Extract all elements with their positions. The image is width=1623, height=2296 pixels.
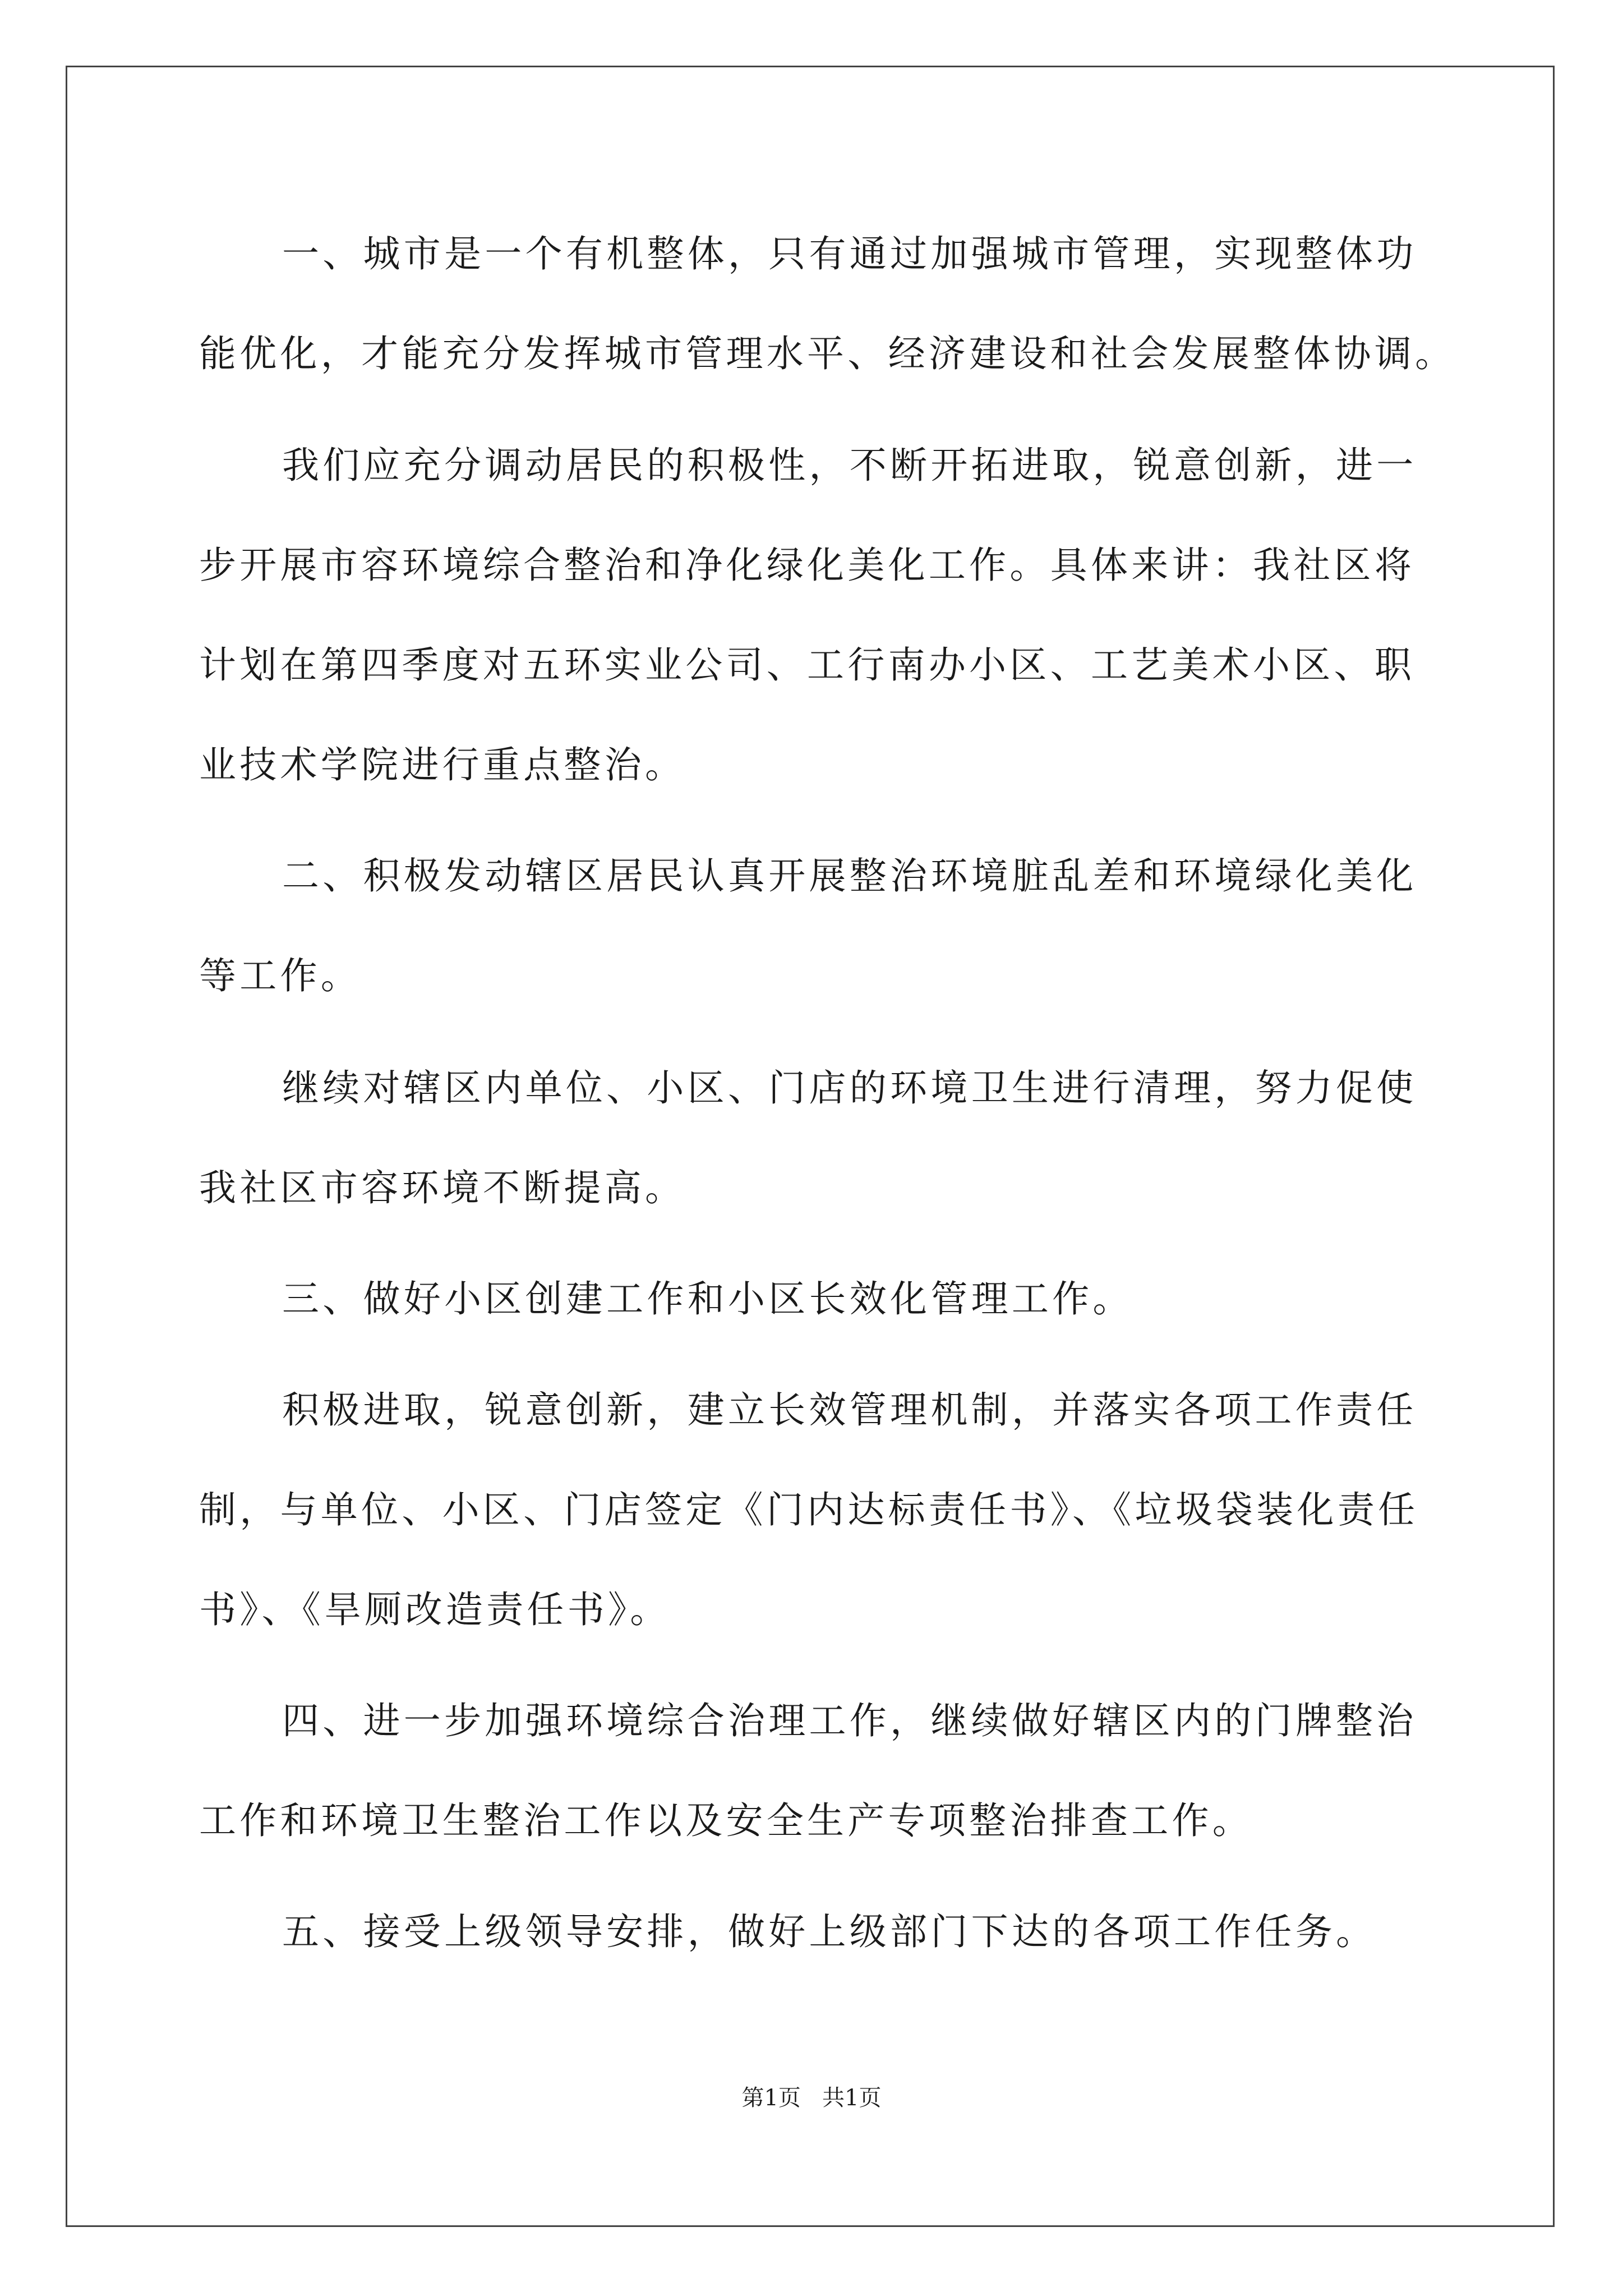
paragraph-2-line-2: 步开展市容环境综合整治和净化绿化美化工作。具体来讲：我社区将 (199, 544, 1415, 587)
paragraph-5-line-1: 三、做好小区创建工作和小区长效化管理工作。 (282, 1277, 1133, 1320)
paragraph-3-line-1: 二、积极发动辖区居民认真开展整治环境脏乱差和环境绿化美化 (282, 854, 1417, 898)
paragraph-7-line-2: 工作和环境卫生整治工作以及安全生产专项整治排查工作。 (199, 1799, 1253, 1842)
paragraph-6-line-2: 制，与单位、小区、门店签定《门内达标责任书》、《垃圾袋装化责任 (199, 1488, 1419, 1531)
paragraph-2-line-1: 我们应充分调动居民的积极性，不断开拓进取，锐意创新，进一 (282, 444, 1417, 487)
page-footer: 第1页 共1页 (741, 2085, 882, 2111)
paragraph-2-line-4: 业技术学院进行重点整治。 (199, 743, 686, 786)
paragraph-6-line-3: 书》、《旱厕改造责任书》。 (199, 1588, 671, 1631)
paragraph-1-line-2: 能优化，才能充分发挥城市管理水平、经济建设和社会发展整体协调。 (199, 332, 1456, 375)
paragraph-3-line-2: 等工作。 (199, 954, 362, 997)
paragraph-4-line-2: 我社区市容环境不断提高。 (199, 1166, 686, 1209)
paragraph-2-line-3: 计划在第四季度对五环实业公司、工行南办小区、工艺美术小区、职 (199, 643, 1415, 687)
paragraph-7-line-1: 四、进一步加强环境综合治理工作，继续做好辖区内的门牌整治 (282, 1699, 1417, 1742)
paragraph-1-line-1: 一、城市是一个有机整体，只有通过加强城市管理，实现整体功 (282, 232, 1417, 275)
paragraph-4-line-1: 继续对辖区内单位、小区、门店的环境卫生进行清理，努力促使 (282, 1066, 1417, 1110)
paragraph-6-line-1: 积极进取，锐意创新，建立长效管理机制，并落实各项工作责任 (282, 1388, 1417, 1432)
paragraph-8-line-1: 五、接受上级领导安排，做好上级部门下达的各项工作任务。 (282, 1910, 1377, 1953)
